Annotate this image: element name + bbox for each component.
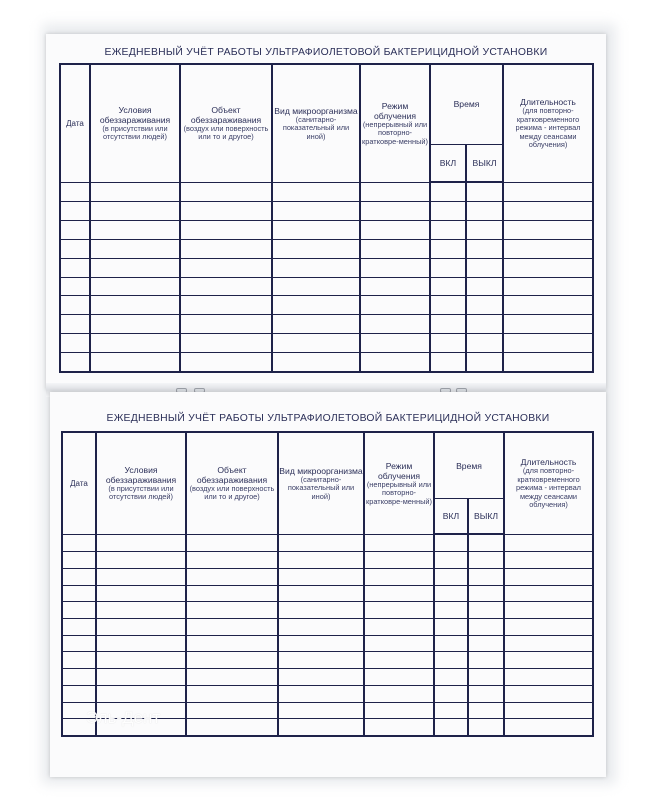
conditions-cell[interactable] (96, 585, 186, 602)
conditions-cell[interactable] (96, 652, 186, 669)
header-mode (364, 432, 434, 534)
header-time-off-label: ВЫКЛ (474, 511, 498, 522)
time-on-cell[interactable] (434, 619, 468, 636)
table-row (60, 220, 593, 239)
table-row (60, 182, 593, 201)
date-cell[interactable] (62, 602, 96, 619)
conditions-cell[interactable] (90, 258, 180, 277)
microorganism-cell[interactable] (278, 552, 364, 569)
header-conditions-sub: (в присутствии или отсутствии людей) (108, 484, 174, 502)
object-cell[interactable] (186, 585, 278, 602)
object-cell[interactable] (180, 296, 272, 315)
mode-cell[interactable] (364, 635, 434, 652)
conditions-cell[interactable] (90, 315, 180, 334)
time-off-cell[interactable] (468, 602, 504, 619)
table-row (62, 685, 593, 702)
header-microorganism (278, 432, 364, 534)
table-row (62, 619, 593, 636)
microorganism-cell[interactable] (278, 702, 364, 719)
time-off-cell[interactable] (468, 652, 504, 669)
time-on-cell[interactable] (430, 258, 466, 277)
mode-cell[interactable] (364, 568, 434, 585)
date-cell[interactable] (60, 334, 90, 353)
date-cell[interactable] (60, 352, 90, 372)
object-cell[interactable] (186, 635, 278, 652)
header-microorganism (272, 64, 360, 182)
object-cell[interactable] (180, 315, 272, 334)
microorganism-cell[interactable] (278, 635, 364, 652)
date-cell[interactable] (62, 619, 96, 636)
header-conditions (90, 64, 180, 182)
time-off-cell[interactable] (468, 568, 504, 585)
table-row (60, 202, 593, 221)
date-cell[interactable] (60, 296, 90, 315)
mode-cell[interactable] (360, 334, 430, 353)
header-conditions-main: Условия обеззараживания (99, 104, 171, 125)
header-time-off (468, 499, 504, 535)
header-date: Дата (62, 432, 96, 534)
mode-cell[interactable] (364, 719, 434, 736)
header-duration-main: Длительность (520, 457, 577, 468)
time-on-cell[interactable] (430, 352, 466, 372)
object-cell[interactable] (186, 652, 278, 669)
duration-cell[interactable] (503, 239, 593, 258)
header-mode (360, 64, 430, 182)
table-row (60, 239, 593, 258)
time-on-cell[interactable] (434, 669, 468, 686)
time-off-cell[interactable] (468, 619, 504, 636)
mode-cell[interactable] (364, 552, 434, 569)
table-row (60, 352, 593, 372)
date-cell[interactable] (60, 258, 90, 277)
duration-cell[interactable] (504, 619, 593, 636)
header-microorganism-main: Вид микроорганизма (274, 105, 358, 116)
header-duration (503, 64, 593, 182)
time-on-cell[interactable] (434, 702, 468, 719)
header-object-main: Объект обеззараживания (196, 465, 268, 486)
table-row (62, 568, 593, 585)
microorganism-cell[interactable] (278, 602, 364, 619)
table-row (62, 602, 593, 619)
header-duration-sub: (для повторно-кратковременного режима - интервал между сеансами облучения) (516, 466, 581, 510)
mode-cell[interactable] (364, 685, 434, 702)
time-on-cell[interactable] (434, 552, 468, 569)
time-on-cell[interactable] (434, 585, 468, 602)
time-off-cell[interactable] (466, 296, 503, 315)
time-off-cell[interactable] (466, 220, 503, 239)
object-cell[interactable] (186, 619, 278, 636)
header-object (180, 64, 272, 182)
conditions-cell[interactable] (96, 602, 186, 619)
log-rows (60, 182, 593, 372)
header-microorganism-main: Вид микроорганизма (279, 465, 363, 476)
duration-cell[interactable] (504, 568, 593, 585)
header-duration-main: Длительность (520, 97, 576, 108)
duration-cell[interactable] (503, 182, 593, 201)
table-row (60, 258, 593, 277)
object-cell[interactable] (186, 602, 278, 619)
time-off-cell[interactable] (466, 182, 503, 201)
mode-cell[interactable] (360, 277, 430, 296)
microorganism-cell[interactable] (272, 258, 360, 277)
time-on-cell[interactable] (430, 296, 466, 315)
duration-cell[interactable] (503, 258, 593, 277)
microorganism-cell[interactable] (272, 296, 360, 315)
conditions-cell[interactable] (96, 568, 186, 585)
microorganism-cell[interactable] (272, 202, 360, 221)
mode-cell[interactable] (360, 296, 430, 315)
duration-cell[interactable] (503, 296, 593, 315)
microorganism-cell[interactable] (278, 534, 364, 551)
conditions-cell[interactable] (96, 534, 186, 551)
duration-cell[interactable] (503, 220, 593, 239)
duration-cell[interactable] (504, 585, 593, 602)
conditions-cell[interactable] (90, 277, 180, 296)
conditions-cell[interactable] (96, 669, 186, 686)
mode-cell[interactable] (360, 258, 430, 277)
mode-cell[interactable] (360, 239, 430, 258)
microorganism-cell[interactable] (272, 239, 360, 258)
time-off-cell[interactable] (466, 315, 503, 334)
microorganism-cell[interactable] (272, 220, 360, 239)
header-mode-main: Режим облучения (377, 460, 421, 481)
duration-cell[interactable] (504, 602, 593, 619)
header-time (434, 432, 504, 499)
mode-cell[interactable] (364, 534, 434, 551)
microorganism-cell[interactable] (278, 652, 364, 669)
log-rows (62, 534, 593, 736)
duration-cell[interactable] (503, 202, 593, 221)
table-row (62, 552, 593, 569)
object-cell[interactable] (186, 719, 278, 736)
time-off-cell[interactable] (468, 702, 504, 719)
microorganism-cell[interactable] (272, 352, 360, 372)
time-off-cell[interactable] (466, 334, 503, 353)
duration-cell[interactable] (503, 352, 593, 372)
header-conditions (96, 432, 186, 534)
table-row (60, 334, 593, 353)
header-mode-main: Режим облучения (373, 100, 417, 121)
table-row (60, 315, 593, 334)
object-cell[interactable] (180, 182, 272, 201)
time-on-cell[interactable] (434, 652, 468, 669)
date-cell[interactable] (62, 685, 96, 702)
time-on-cell[interactable] (430, 315, 466, 334)
time-off-cell[interactable] (468, 552, 504, 569)
journal-title: ЕЖЕДНЕВНЫЙ УЧЁТ РАБОТЫ УЛЬТРАФИОЛЕТОВОЙ БАКТЕРИЦИДНОЙ УСТАНОВКИ (106, 413, 550, 424)
microorganism-cell[interactable] (278, 669, 364, 686)
mode-cell[interactable] (360, 182, 430, 201)
watermark-logo: Эль-Дент (86, 708, 161, 727)
mode-cell[interactable] (364, 652, 434, 669)
microorganism-cell[interactable] (272, 277, 360, 296)
log-table (59, 63, 594, 373)
object-cell[interactable] (180, 239, 272, 258)
mode-cell[interactable] (360, 352, 430, 372)
time-off-cell[interactable] (468, 685, 504, 702)
date-cell[interactable] (62, 568, 96, 585)
conditions-cell[interactable] (90, 220, 180, 239)
conditions-cell[interactable] (90, 239, 180, 258)
time-on-cell[interactable] (434, 635, 468, 652)
header-mode-sub: (непрерывный или повторно-кратковре-менный) (366, 479, 432, 506)
object-cell[interactable] (180, 277, 272, 296)
date-cell[interactable] (62, 669, 96, 686)
date-cell[interactable] (60, 182, 90, 201)
time-on-cell[interactable] (430, 182, 466, 201)
time-on-cell[interactable] (430, 239, 466, 258)
object-cell[interactable] (186, 534, 278, 551)
header-time-off-label: ВЫКЛ (472, 158, 497, 169)
header-time-off (466, 144, 503, 182)
time-off-cell[interactable] (468, 669, 504, 686)
mode-cell[interactable] (364, 619, 434, 636)
duration-cell[interactable] (504, 534, 593, 551)
journal-title: ЕЖЕДНЕВНЫЙ УЧЁТ РАБОТЫ УЛЬТРАФИОЛЕТОВОЙ БАКТЕРИЦИДНОЙ УСТАНОВКИ (104, 47, 548, 58)
conditions-cell[interactable] (90, 296, 180, 315)
duration-cell[interactable] (504, 652, 593, 669)
time-on-cell[interactable] (434, 534, 468, 551)
microorganism-cell[interactable] (278, 719, 364, 736)
date-cell[interactable] (62, 585, 96, 602)
date-cell[interactable] (60, 315, 90, 334)
header-time-on-label: ВКЛ (442, 511, 460, 522)
table-row (62, 585, 593, 602)
table-row (62, 635, 593, 652)
microorganism-cell[interactable] (272, 182, 360, 201)
header-time-on-label: ВКЛ (439, 158, 457, 169)
object-cell[interactable] (180, 202, 272, 221)
header-mode-sub: (непрерывный или повторно-кратковре-менный) (362, 119, 428, 146)
header-microorganism-sub: (санитарно-показательный или иной) (287, 474, 355, 501)
conditions-cell[interactable] (90, 182, 180, 201)
duration-cell[interactable] (504, 669, 593, 686)
conditions-cell[interactable] (96, 635, 186, 652)
date-cell[interactable] (62, 635, 96, 652)
header-time-main: Время (456, 460, 482, 471)
mode-cell[interactable] (364, 702, 434, 719)
log-table (61, 431, 594, 737)
object-cell[interactable] (180, 334, 272, 353)
conditions-cell[interactable] (96, 685, 186, 702)
date-cell[interactable] (60, 202, 90, 221)
time-off-cell[interactable] (466, 202, 503, 221)
object-cell[interactable] (186, 568, 278, 585)
duration-cell[interactable] (504, 552, 593, 569)
duration-cell[interactable] (504, 719, 593, 736)
header-conditions-sub: (в присутствии или отсутствии людей) (102, 123, 168, 142)
object-cell[interactable] (180, 352, 272, 372)
time-off-cell[interactable] (468, 635, 504, 652)
date-cell[interactable] (60, 239, 90, 258)
date-cell[interactable] (60, 277, 90, 296)
time-on-cell[interactable] (434, 685, 468, 702)
mode-cell[interactable] (364, 585, 434, 602)
conditions-cell[interactable] (90, 202, 180, 221)
header-duration (504, 432, 593, 534)
microorganism-cell[interactable] (278, 585, 364, 602)
object-cell[interactable] (180, 220, 272, 239)
date-cell[interactable] (62, 552, 96, 569)
table-row (62, 669, 593, 686)
object-cell[interactable] (180, 258, 272, 277)
table-row (60, 277, 593, 296)
duration-cell[interactable] (503, 315, 593, 334)
time-on-cell[interactable] (430, 277, 466, 296)
microorganism-cell[interactable] (278, 568, 364, 585)
header-object-main: Объект обеззараживания (190, 104, 262, 125)
date-cell[interactable] (62, 534, 96, 551)
header-conditions-main: Условия обеззараживания (105, 465, 177, 486)
time-off-cell[interactable] (468, 534, 504, 551)
mode-cell[interactable] (360, 202, 430, 221)
time-on-cell[interactable] (430, 202, 466, 221)
header-time (430, 64, 503, 144)
time-off-cell[interactable] (468, 719, 504, 736)
time-on-cell[interactable] (434, 719, 468, 736)
mode-cell[interactable] (360, 315, 430, 334)
header-duration-sub: (для повторно-кратковременного режима - интервал между сеансами облучения) (515, 106, 581, 149)
header-object (186, 432, 278, 534)
mode-cell[interactable] (364, 669, 434, 686)
microorganism-cell[interactable] (278, 619, 364, 636)
time-off-cell[interactable] (466, 239, 503, 258)
conditions-cell[interactable] (96, 619, 186, 636)
date-cell[interactable] (62, 652, 96, 669)
microorganism-cell[interactable] (272, 334, 360, 353)
duration-cell[interactable] (504, 635, 593, 652)
time-off-cell[interactable] (466, 258, 503, 277)
conditions-cell[interactable] (90, 352, 180, 372)
header-microorganism-sub: (санитарно-показательный или иной) (282, 114, 350, 141)
object-cell[interactable] (186, 669, 278, 686)
header-object-sub: (воздух или поверхность или то и другое) (189, 484, 275, 502)
time-off-cell[interactable] (466, 352, 503, 372)
time-off-cell[interactable] (466, 277, 503, 296)
time-on-cell[interactable] (434, 602, 468, 619)
header-time-main: Время (453, 99, 480, 110)
duration-cell[interactable] (503, 277, 593, 296)
time-on-cell[interactable] (430, 334, 466, 353)
header-time-on (430, 144, 466, 182)
mode-cell[interactable] (364, 602, 434, 619)
table-row (62, 534, 593, 551)
journal-page-top (46, 34, 606, 390)
microorganism-cell[interactable] (272, 315, 360, 334)
duration-cell[interactable] (504, 702, 593, 719)
object-cell[interactable] (186, 552, 278, 569)
header-object-sub: (воздух или поверхность или то и другое) (183, 123, 269, 142)
microorganism-cell[interactable] (278, 685, 364, 702)
date-cell[interactable] (60, 220, 90, 239)
table-row (62, 652, 593, 669)
duration-cell[interactable] (504, 685, 593, 702)
table-row (60, 296, 593, 315)
duration-cell[interactable] (503, 334, 593, 353)
time-on-cell[interactable] (434, 568, 468, 585)
time-off-cell[interactable] (468, 585, 504, 602)
mode-cell[interactable] (360, 220, 430, 239)
time-on-cell[interactable] (430, 220, 466, 239)
conditions-cell[interactable] (90, 334, 180, 353)
object-cell[interactable] (186, 685, 278, 702)
object-cell[interactable] (186, 702, 278, 719)
header-date: Дата (60, 64, 90, 182)
header-time-on (434, 499, 468, 535)
conditions-cell[interactable] (96, 552, 186, 569)
